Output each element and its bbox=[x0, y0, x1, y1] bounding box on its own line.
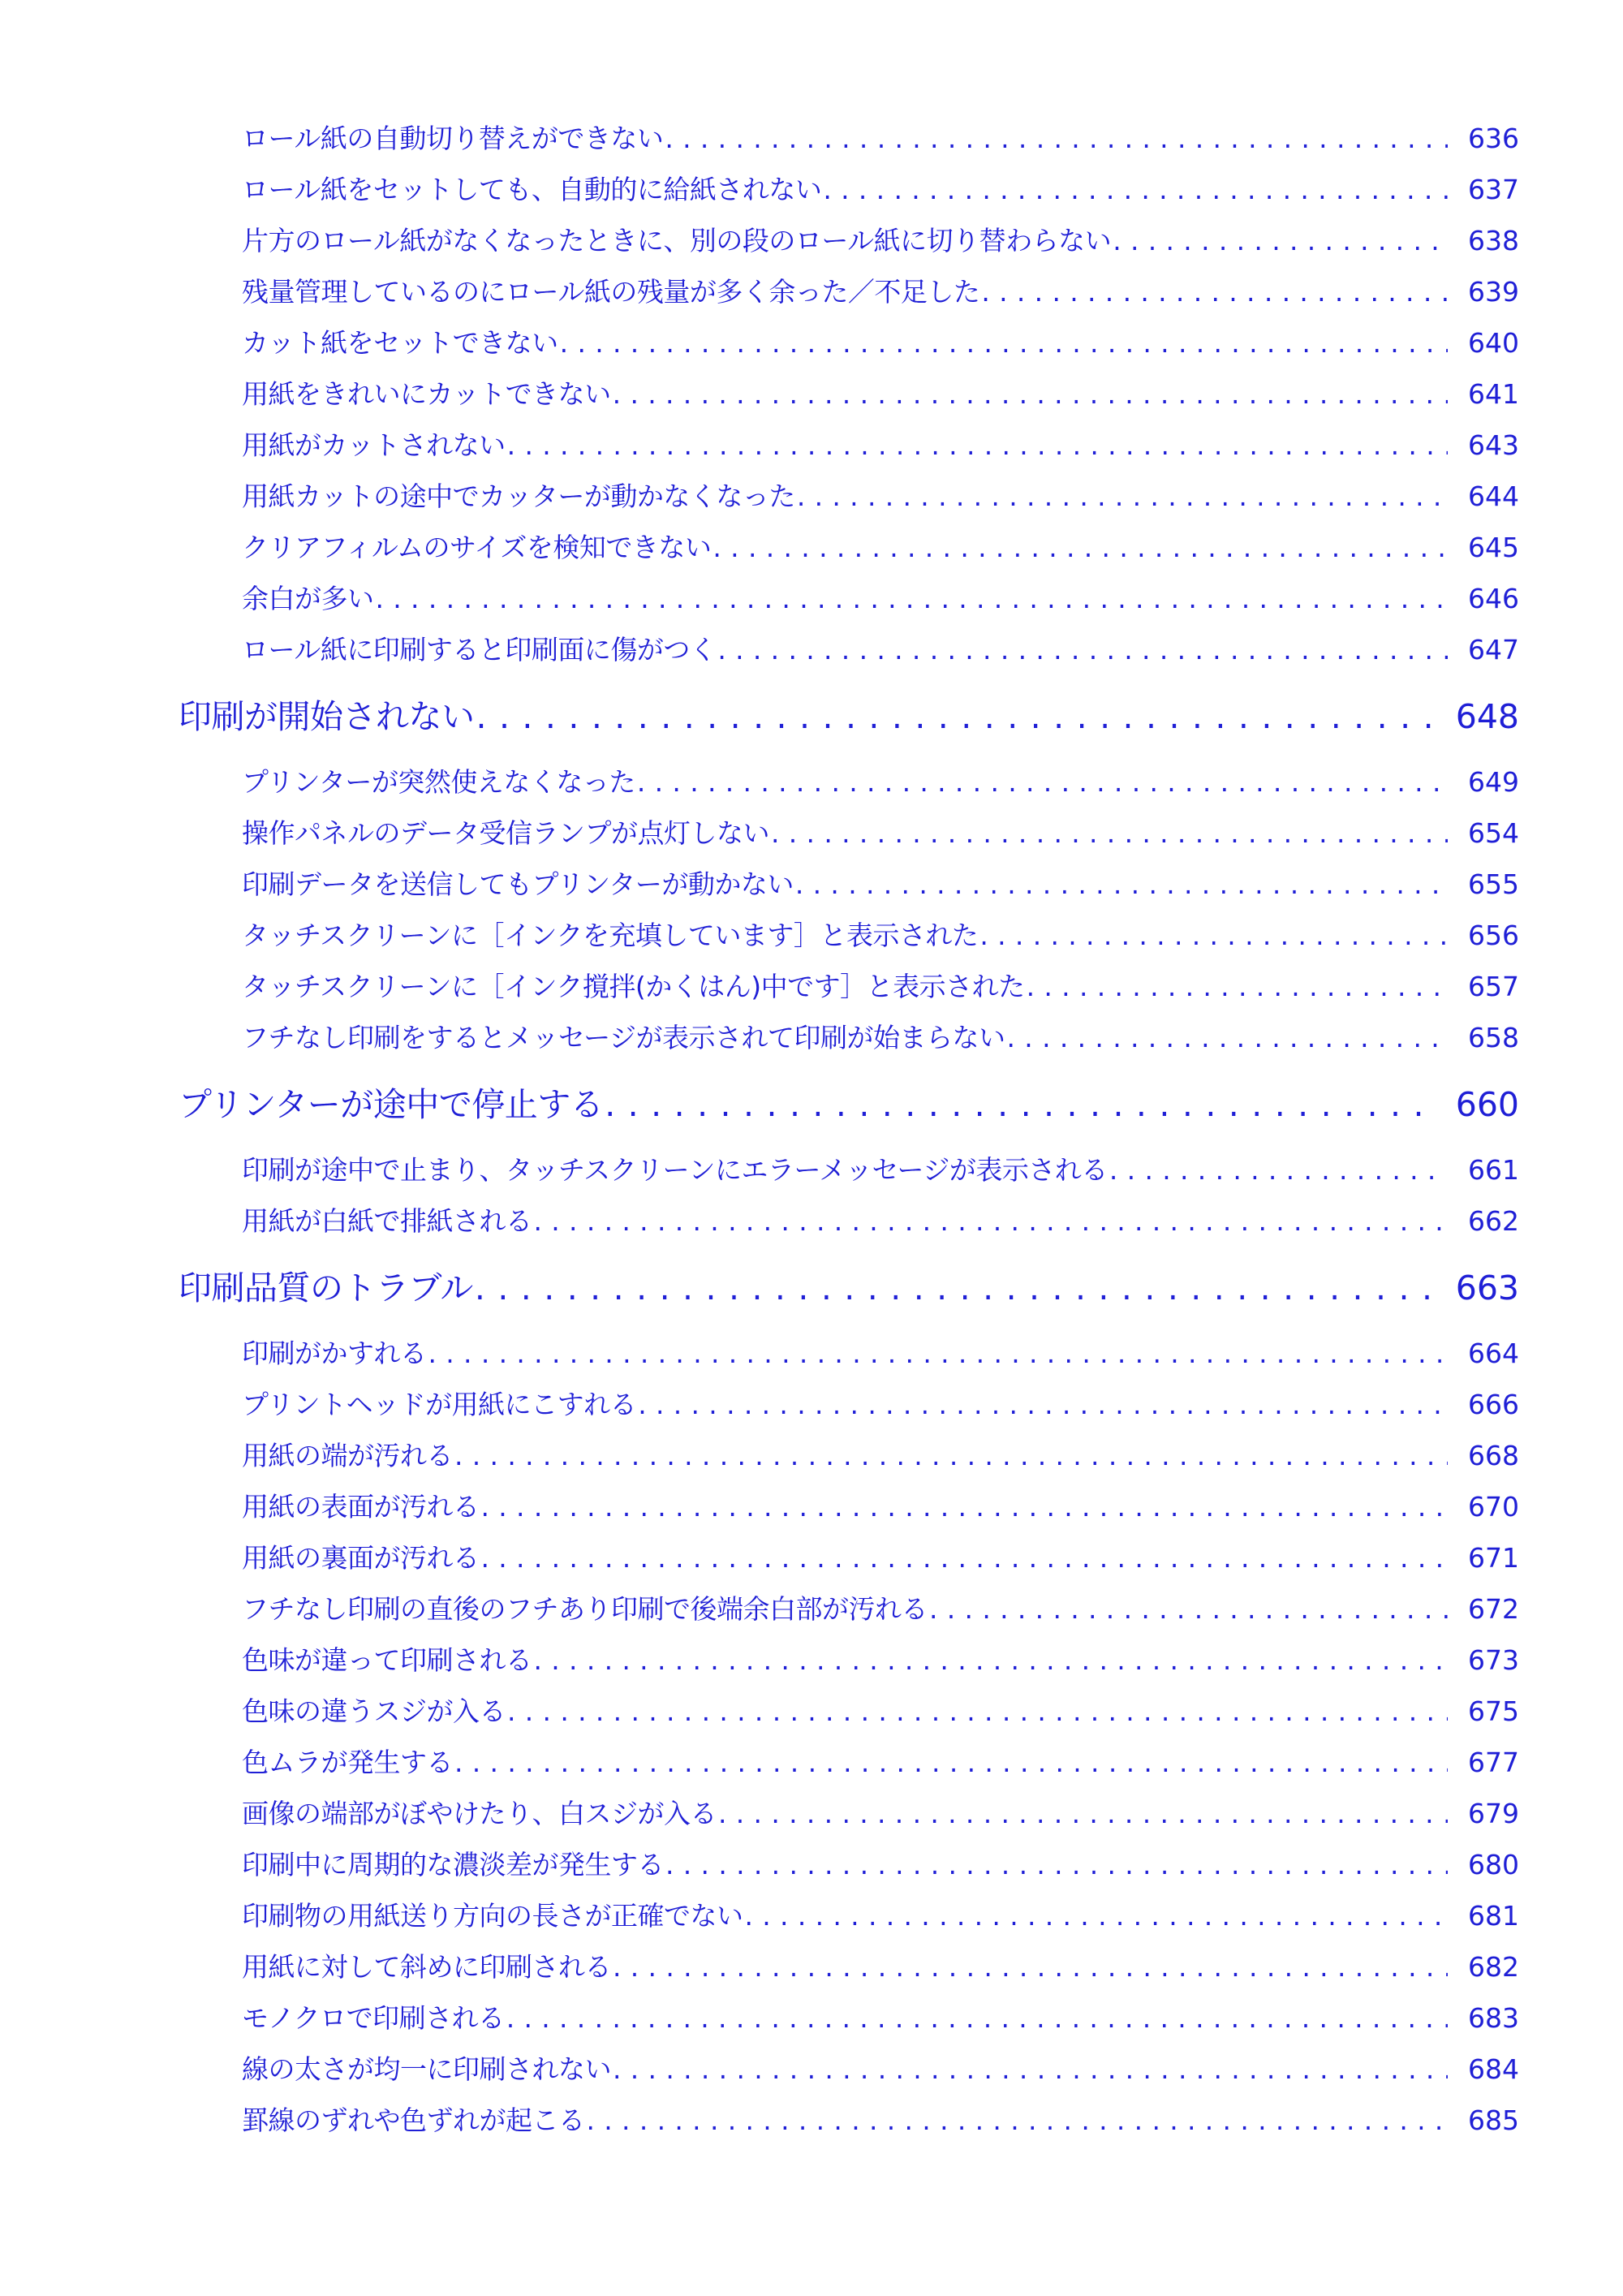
toc-dot-leader bbox=[506, 2000, 1448, 2037]
toc-entry-641[interactable] bbox=[242, 376, 1519, 413]
toc-dot-leader bbox=[637, 764, 1448, 801]
toc-entry-title: 色味が違って印刷される bbox=[242, 1644, 532, 1676]
toc-entry-title: 罫線のずれや色ずれが起こる bbox=[242, 2104, 585, 2136]
toc-page-number: 668 bbox=[1468, 1440, 1519, 1471]
toc-dot-leader bbox=[481, 1488, 1449, 1526]
toc-entry-682[interactable] bbox=[242, 1949, 1519, 1986]
toc-entry-639[interactable] bbox=[242, 274, 1519, 311]
toc-entry-title: フチなし印刷をするとメッセージが表示されて印刷が始まらない bbox=[242, 1022, 1005, 1053]
toc-entry-637[interactable] bbox=[242, 171, 1519, 209]
toc-page-number: 654 bbox=[1468, 817, 1519, 849]
toc-dot-leader bbox=[981, 274, 1448, 311]
toc-dot-leader bbox=[771, 815, 1448, 852]
toc-dot-leader bbox=[454, 1744, 1448, 1781]
toc-entry-677[interactable] bbox=[242, 1744, 1519, 1781]
toc-dot-leader bbox=[475, 1265, 1436, 1311]
toc-entry-title: 画像の端部がぼやけたり、白スジが入る bbox=[242, 1798, 717, 1829]
toc-page-number: 675 bbox=[1468, 1695, 1519, 1727]
toc-page-number: 662 bbox=[1468, 1205, 1519, 1237]
toc-page-number: 644 bbox=[1468, 480, 1519, 512]
toc-entry-title: 色味の違うスジが入る bbox=[242, 1695, 506, 1727]
toc-dot-leader bbox=[613, 376, 1448, 413]
toc-dot-leader bbox=[1109, 1152, 1448, 1189]
toc-dot-leader bbox=[717, 631, 1448, 669]
toc-page-number: 647 bbox=[1468, 634, 1519, 666]
toc-entry-title: 印刷データを送信してもプリンターが動かない bbox=[242, 868, 794, 900]
toc-entry-638[interactable] bbox=[242, 222, 1519, 260]
toc-dot-leader bbox=[507, 1693, 1448, 1730]
toc-entry-title: 用紙カットの途中でカッターが動かなくなった bbox=[242, 480, 795, 512]
toc-entry-title: 線の太さが均一に印刷されない bbox=[242, 2053, 611, 2085]
toc-entry-684[interactable] bbox=[242, 2051, 1519, 2088]
toc-dot-leader bbox=[454, 1437, 1448, 1475]
toc-page-number: 684 bbox=[1468, 2053, 1519, 2085]
toc-entry-title: 残量管理しているのにロール紙の残量が多く余った／不足した bbox=[242, 276, 980, 308]
toc-entry-658[interactable] bbox=[242, 1019, 1519, 1057]
toc-dot-leader bbox=[376, 580, 1449, 618]
toc-entry-675[interactable] bbox=[242, 1693, 1519, 1730]
toc-dot-leader bbox=[979, 917, 1448, 954]
toc-page-number: 661 bbox=[1468, 1154, 1519, 1186]
toc-page-number: 677 bbox=[1468, 1747, 1519, 1778]
toc-dot-leader bbox=[613, 2051, 1448, 2088]
toc-dot-leader bbox=[481, 1540, 1449, 1577]
toc-dot-leader bbox=[560, 325, 1448, 362]
toc-dot-leader bbox=[507, 427, 1448, 464]
toc-dot-leader bbox=[665, 120, 1448, 157]
toc-dot-leader bbox=[534, 1203, 1449, 1240]
toc-dot-leader bbox=[476, 694, 1437, 739]
toc-dot-leader bbox=[797, 478, 1448, 515]
toc-entry-636[interactable] bbox=[242, 120, 1519, 157]
toc-dot-leader bbox=[665, 1846, 1448, 1884]
toc-page-number: 657 bbox=[1468, 971, 1519, 1002]
toc-entry-655[interactable] bbox=[242, 866, 1519, 903]
toc-section-663[interactable] bbox=[179, 1265, 1519, 1311]
toc-entry-title: ロール紙をセットしても、自動的に給紙されない bbox=[242, 174, 822, 205]
toc-section-title: プリンターが途中で停止する bbox=[179, 1085, 604, 1124]
toc-entry-title: タッチスクリーンに［インク撹拌(かくはん)中です］と表示された bbox=[242, 971, 1025, 1002]
toc-entry-668[interactable] bbox=[242, 1437, 1519, 1475]
toc-entry-title: 用紙をきれいにカットできない bbox=[242, 378, 611, 410]
toc-page-number: 636 bbox=[1468, 123, 1519, 154]
toc-entry-title: 印刷がかすれる bbox=[242, 1338, 427, 1369]
toc-page-number: 641 bbox=[1468, 378, 1519, 410]
toc-page-number: 655 bbox=[1468, 868, 1519, 900]
toc-entry-title: モノクロで印刷される bbox=[242, 2002, 505, 2034]
toc-entry-title: 印刷物の用紙送り方向の長さが正確でない bbox=[242, 1900, 743, 1932]
toc-page-number: 663 bbox=[1455, 1269, 1519, 1307]
toc-entry-title: 操作パネルのデータ受信ランプが点灯しない bbox=[242, 817, 769, 849]
toc-entry-title: 片方のロール紙がなくなったときに、別の段のロール紙に切り替わらない bbox=[242, 225, 1112, 256]
toc-dot-leader bbox=[1113, 222, 1448, 260]
toc-entry-title: ロール紙に印刷すると印刷面に傷がつく bbox=[242, 634, 717, 666]
toc-entry-681[interactable] bbox=[242, 1898, 1519, 1935]
toc-entry-643[interactable] bbox=[242, 427, 1519, 464]
toc-page-number: 640 bbox=[1468, 327, 1519, 359]
toc-entry-title: 用紙の裏面が汚れる bbox=[242, 1542, 480, 1574]
toc-dot-leader bbox=[718, 1795, 1448, 1833]
toc-page-number: 672 bbox=[1468, 1593, 1519, 1625]
toc-entry-title: 用紙に対して斜めに印刷される bbox=[242, 1951, 611, 1983]
toc-section-660[interactable] bbox=[179, 1082, 1519, 1127]
toc-entry-671[interactable] bbox=[242, 1540, 1519, 1577]
toc-entry-title: フチなし印刷の直後のフチあり印刷で後端余白部が汚れる bbox=[242, 1593, 928, 1625]
toc-section-title: 印刷品質のトラブル bbox=[179, 1269, 473, 1307]
toc-dot-leader bbox=[638, 1386, 1448, 1424]
toc-page-number: 681 bbox=[1468, 1900, 1519, 1932]
toc-dot-leader bbox=[605, 1082, 1436, 1127]
toc-page-number: 658 bbox=[1468, 1022, 1519, 1053]
toc-entry-656[interactable] bbox=[242, 917, 1519, 954]
toc-dot-leader bbox=[1027, 968, 1448, 1006]
toc-page-number: 639 bbox=[1468, 276, 1519, 308]
toc-dot-leader bbox=[587, 2102, 1449, 2139]
toc-page-number: 637 bbox=[1468, 174, 1519, 205]
toc-entry-673[interactable] bbox=[242, 1642, 1519, 1679]
toc-dot-leader bbox=[795, 866, 1448, 903]
toc-section-648[interactable] bbox=[179, 694, 1519, 739]
toc-entry-683[interactable] bbox=[242, 2000, 1519, 2037]
toc-entry-title: タッチスクリーンに［インクを充填しています］と表示された bbox=[242, 920, 979, 951]
toc-page-number: 638 bbox=[1468, 225, 1519, 256]
toc-entry-672[interactable] bbox=[242, 1591, 1519, 1628]
toc-page-number: 649 bbox=[1468, 766, 1519, 798]
toc-entry-647[interactable] bbox=[242, 631, 1519, 669]
toc-section-title: 印刷が開始されない bbox=[179, 697, 475, 736]
toc-entry-title: 余白が多い bbox=[242, 583, 374, 614]
toc-entry-646[interactable] bbox=[242, 580, 1519, 618]
toc-entry-657[interactable] bbox=[242, 968, 1519, 1006]
toc-entry-661[interactable] bbox=[242, 1152, 1519, 1189]
toc-entry-649[interactable] bbox=[242, 764, 1519, 801]
toc-entry-title: カット紙をセットできない bbox=[242, 327, 558, 359]
toc-entry-654[interactable] bbox=[242, 815, 1519, 852]
toc-page-number: 656 bbox=[1468, 920, 1519, 951]
toc-dot-leader bbox=[428, 1335, 1449, 1372]
toc-entry-644[interactable] bbox=[242, 478, 1519, 515]
toc-entry-title: 用紙の端が汚れる bbox=[242, 1440, 453, 1471]
toc-entry-679[interactable] bbox=[242, 1795, 1519, 1833]
toc-page-number: 671 bbox=[1468, 1542, 1519, 1574]
toc-page-number: 645 bbox=[1468, 532, 1519, 563]
toc-entry-title: 用紙が白紙で排紙される bbox=[242, 1205, 532, 1237]
toc-dot-leader bbox=[712, 529, 1448, 566]
toc-page-number: 683 bbox=[1468, 2002, 1519, 2034]
toc-entry-685[interactable] bbox=[242, 2102, 1519, 2139]
toc-page-number: 643 bbox=[1468, 429, 1519, 461]
toc-page-number: 648 bbox=[1455, 697, 1519, 736]
toc-page-number: 664 bbox=[1468, 1338, 1519, 1369]
toc-entry-title: プリンターが突然使えなくなった bbox=[242, 766, 635, 798]
toc-dot-leader bbox=[613, 1949, 1448, 1986]
toc-entry-title: クリアフィルムのサイズを検知できない bbox=[242, 532, 712, 563]
toc-entry-640[interactable] bbox=[242, 325, 1519, 362]
toc-page-number: 660 bbox=[1455, 1085, 1519, 1124]
toc-dot-leader bbox=[929, 1591, 1448, 1628]
toc-entry-title: プリントヘッドが用紙にこすれる bbox=[242, 1389, 637, 1420]
toc-page-number: 673 bbox=[1468, 1644, 1519, 1676]
toc-dot-leader bbox=[534, 1642, 1449, 1679]
toc-dot-leader bbox=[1007, 1019, 1448, 1057]
toc-page-number: 680 bbox=[1468, 1849, 1519, 1880]
toc-entry-title: ロール紙の自動切り替えができない bbox=[242, 123, 664, 154]
toc-entry-title: 用紙の表面が汚れる bbox=[242, 1491, 480, 1523]
toc-entry-title: 用紙がカットされない bbox=[242, 429, 506, 461]
toc-entry-title: 印刷が途中で止まり、タッチスクリーンにエラーメッセージが表示される bbox=[242, 1154, 1108, 1186]
toc-dot-leader bbox=[823, 171, 1448, 209]
toc-entry-662[interactable] bbox=[242, 1203, 1519, 1240]
toc-entry-664[interactable] bbox=[242, 1335, 1519, 1372]
toc-entry-645[interactable] bbox=[242, 529, 1519, 566]
toc-page-number: 682 bbox=[1468, 1951, 1519, 1983]
toc-page-number: 666 bbox=[1468, 1389, 1519, 1420]
toc-page-number: 646 bbox=[1468, 583, 1519, 614]
toc-dot-leader bbox=[745, 1898, 1449, 1935]
toc-entry-666[interactable] bbox=[242, 1386, 1519, 1424]
toc-entry-title: 色ムラが発生する bbox=[242, 1747, 453, 1778]
toc-entry-680[interactable] bbox=[242, 1846, 1519, 1884]
toc-entry-670[interactable] bbox=[242, 1488, 1519, 1526]
toc-page-number: 679 bbox=[1468, 1798, 1519, 1829]
toc-page-number: 670 bbox=[1468, 1491, 1519, 1523]
toc-entry-title: 印刷中に周期的な濃淡差が発生する bbox=[242, 1849, 664, 1880]
toc-page-number: 685 bbox=[1468, 2104, 1519, 2136]
